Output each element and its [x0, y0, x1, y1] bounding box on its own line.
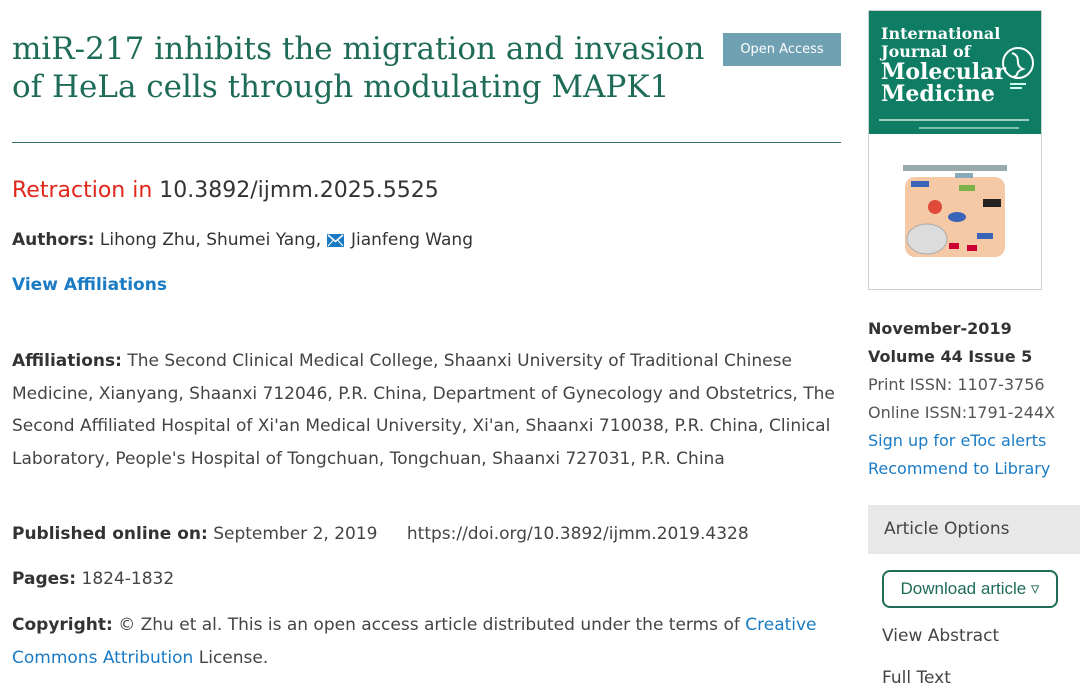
print-issn: Print ISSN: 1107-3756: [868, 375, 1045, 394]
issue-meta: [868, 315, 1055, 483]
pages-label: Pages:: [12, 569, 77, 589]
authors-list: Lihong Zhu, Shumei Yang,: [99, 230, 322, 250]
retraction-notice: [12, 176, 439, 206]
download-article-button[interactable]: Download article ▿: [882, 570, 1058, 608]
doi-url[interactable]: https://doi.org/10.3892/ijmm.2019.4328: [406, 524, 749, 544]
cover-figure-image: [899, 159, 1011, 265]
volume-issue: Volume 44 Issue 5: [868, 347, 1033, 366]
cover-banner: [869, 11, 1041, 134]
published-line: [12, 519, 749, 549]
retraction-doi[interactable]: 10.3892/ijmm.2025.5525: [159, 178, 439, 203]
cover-line-2: Journal of: [881, 42, 971, 61]
cover-title: [881, 24, 1006, 107]
title-divider: [12, 142, 841, 143]
affiliations-label: Affiliations:: [12, 351, 122, 371]
published-date: September 2, 2019: [213, 524, 378, 544]
pages-line: [12, 564, 174, 594]
online-issn: Online ISSN:1791-244X: [868, 403, 1056, 422]
copyright: [12, 609, 847, 675]
etoc-alerts-link[interactable]: Sign up for eToc alerts: [868, 431, 1047, 450]
pages-value: 1824-1832: [81, 569, 175, 589]
open-access-badge[interactable]: Open Access: [723, 33, 841, 66]
published-label: Published online on:: [12, 524, 208, 544]
cover-line-3: Molecular: [881, 59, 1006, 85]
view-affiliations-link[interactable]: View Affiliations: [12, 275, 167, 295]
cover-line-1: International: [881, 24, 1001, 43]
article-title: miR-217 inhibits the migration and invasion of HeLa cells through modulating MAPK1: [12, 31, 705, 105]
authors-line: [12, 227, 473, 253]
affiliations-text: The Second Clinical Medical College, Shaanxi University of Traditional Chinese Medicine, Xianyang, Shaanxi 712046, P.R. China, Department of Gynecology and Obstetrics, The Second Affiliated Hospital of Xi'an Medical University, Xi'an, Shaanxi 710038, P.R. China, Clinical Laboratory, People's Hospital of Tongchuan, Tongchuan, Shaanxi 727031, P.R. China: [12, 351, 835, 469]
article-options-heading: Article Options: [868, 505, 1080, 554]
journal-cover[interactable]: [868, 10, 1042, 290]
issue-month: November-2019: [868, 319, 1012, 338]
full-text-link[interactable]: Full Text: [882, 668, 951, 688]
authors-label: Authors:: [12, 230, 95, 250]
recommend-library-link[interactable]: Recommend to Library: [868, 459, 1051, 478]
corresponding-author[interactable]: Jianfeng Wang: [350, 230, 473, 250]
license-suffix: License.: [198, 648, 269, 668]
view-abstract-link[interactable]: View Abstract: [882, 626, 1000, 646]
envelope-icon[interactable]: [327, 234, 344, 247]
cover-line-4: Medicine: [881, 81, 995, 107]
copyright-label: Copyright:: [12, 615, 113, 635]
affiliations: [12, 345, 847, 475]
journal-logo-icon: [1001, 43, 1035, 91]
copyright-text: © Zhu et al. This is an open access article distributed under the terms of: [118, 615, 740, 635]
license-link[interactable]: Creative Commons Attribution: [12, 615, 817, 668]
retraction-label: Retraction in: [12, 178, 153, 203]
